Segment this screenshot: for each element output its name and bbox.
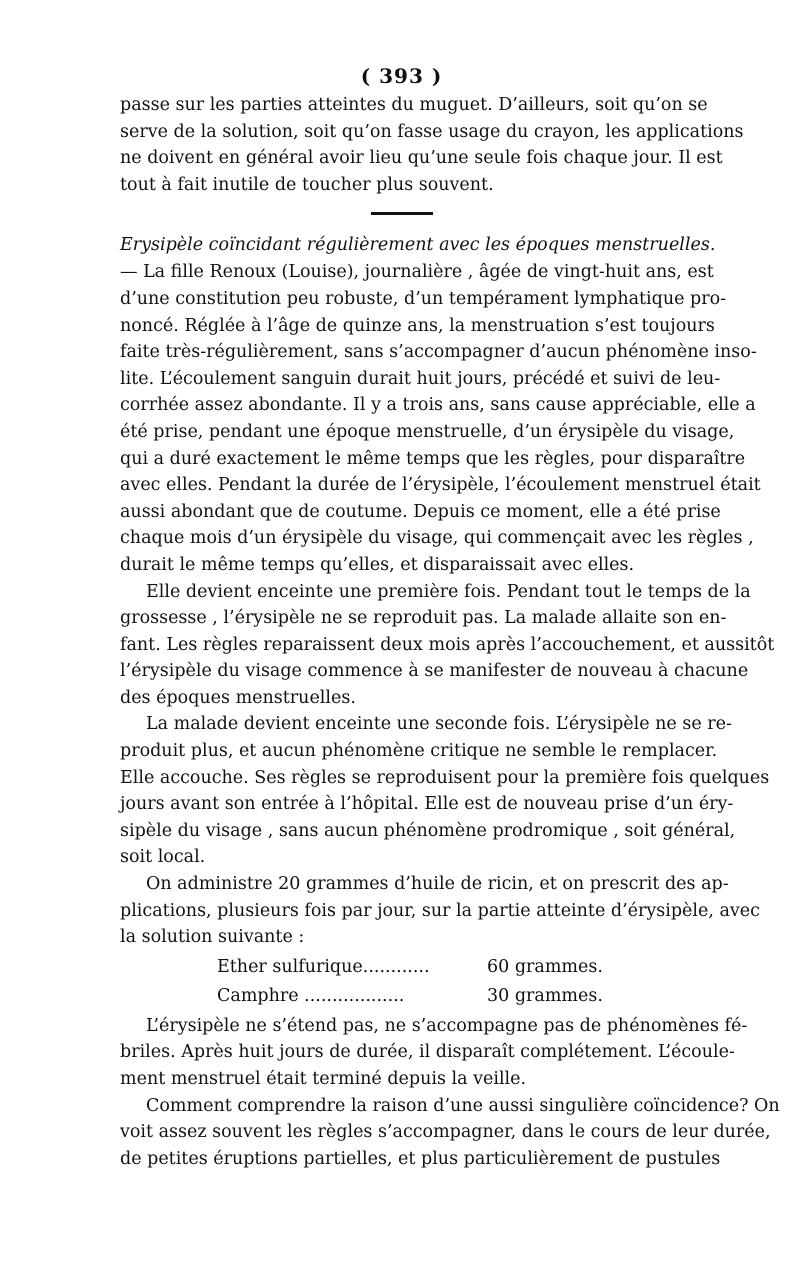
text-line: serve de la solution, soit qu’on fasse usage du crayon, les applications: [120, 121, 744, 142]
paragraph-6: [120, 1013, 748, 1093]
text-line: Elle accouche. Ses règles se reproduisent pour la première fois quelques: [120, 767, 770, 788]
text-line: tout à fait inutile de toucher plus souvent.: [120, 174, 494, 195]
text-line: On administre 20 grammes d’huile de ricin, et on prescrit des ap-: [146, 874, 729, 895]
text-line: noncé. Réglée à l’âge de quinze ans, la menstruation s’est toujours: [120, 315, 715, 336]
text-line: la solution suivante :: [120, 927, 305, 948]
prescription-row: [120, 953, 683, 982]
text-line: ne doivent en général avoir lieu qu’une seule fois chaque jour. Il est: [120, 148, 723, 169]
text-line: — La fille Renoux (Louise), journalière , âgée de vingt-huit ans, est: [120, 262, 714, 283]
text-line: produit plus, et aucun phénomène critique ne semble le remplacer.: [120, 741, 718, 762]
text-line: durait le même temps qu’elles, et disparaissait avec elles.: [120, 554, 635, 575]
ingredient-quantity: 60 grammes.: [487, 956, 603, 977]
text-line: fant. Les règles reparaissent deux mois après l’accouchement, et aussitôt: [120, 634, 775, 655]
ingredient-name: Camphre ..................: [217, 985, 405, 1006]
prescription-row: [120, 982, 683, 1011]
paragraph-1: [120, 92, 744, 198]
text-line: avec elles. Pendant la durée de l’érysipèle, l’écoulement menstruel était: [120, 475, 761, 496]
paragraph-4: [120, 711, 770, 871]
paragraph-7: [120, 1093, 780, 1173]
text-line: chaque mois d’un érysipèle du visage, qui commençait avec les règles ,: [120, 528, 754, 549]
text-line: soit local.: [120, 847, 206, 868]
text-line: d’une constitution peu robuste, d’un tempérament lymphatique pro-: [120, 288, 727, 309]
section-title: Erysipèle coïncidant régulièrement avec les époques menstruelles.: [120, 235, 716, 256]
section-divider: [371, 212, 433, 215]
text-line: faite très-régulièrement, sans s’accompagner d’aucun phénomène inso-: [120, 342, 757, 363]
text-line: l’érysipèle du visage commence à se manifester de nouveau à chacune: [120, 661, 749, 682]
text-line: été prise, pendant une époque menstruelle, d’un érysipèle du visage,: [120, 421, 735, 442]
text-line: corrhée assez abondante. Il y a trois ans, sans cause appréciable, elle a: [120, 395, 756, 416]
text-line: aussi abondant que de coutume. Depuis ce moment, elle a été prise: [120, 501, 721, 522]
text-line: qui a duré exactement le même temps que les règles, pour disparaître: [120, 448, 746, 469]
text-line: ment menstruel était terminé depuis la veille.: [120, 1069, 527, 1089]
ingredient-quantity: 30 grammes.: [487, 985, 603, 1006]
text-line: grossesse , l’érysipèle ne se reproduit pas. La malade allaite son en-: [120, 608, 727, 629]
text-line: des époques menstruelles.: [120, 687, 356, 708]
text-line: lite. L’écoulement sanguin durait huit jours, précédé et suivi de leu-: [120, 368, 721, 389]
paragraph-3: [120, 579, 775, 712]
text-line: de petites éruptions partielles, et plus particulièrement de pustules: [120, 1148, 721, 1169]
page-number: ( 393 ): [360, 64, 443, 88]
text-line: sipèle du visage , sans aucun phénomène prodromique , soit général,: [120, 820, 736, 841]
text-line: Comment comprendre la raison d’une aussi singulière coïncidence? On: [146, 1095, 780, 1116]
paragraph-2: [120, 259, 761, 578]
paragraph-5: [120, 871, 760, 951]
text-line: La malade devient enceinte une seconde fois. L’érysipèle ne se re-: [146, 714, 732, 735]
prescription-list: [120, 953, 683, 1011]
text-line: plications, plusieurs fois par jour, sur la partie atteinte d’érysipèle, avec: [120, 900, 760, 921]
text-line: briles. Après huit jours de durée, il disparaît complétement. L’écoule-: [120, 1042, 735, 1063]
text-line: passe sur les parties atteintes du muguet. D’ailleurs, soit qu’on se: [120, 95, 708, 115]
text-line: L’érysipèle ne s’étend pas, ne s’accompagne pas de phénomènes fé-: [146, 1015, 748, 1036]
text-line: Elle devient enceinte une première fois. Pendant tout le temps de la: [146, 581, 751, 602]
book-page: [120, 62, 780, 1172]
text-line: voit assez souvent les règles s’accompagner, dans le cours de leur durée,: [120, 1122, 771, 1143]
ingredient-name: Ether sulfurique............: [217, 956, 430, 977]
text-line: jours avant son entrée à l’hôpital. Elle est de nouveau prise d’un éry-: [120, 794, 734, 815]
